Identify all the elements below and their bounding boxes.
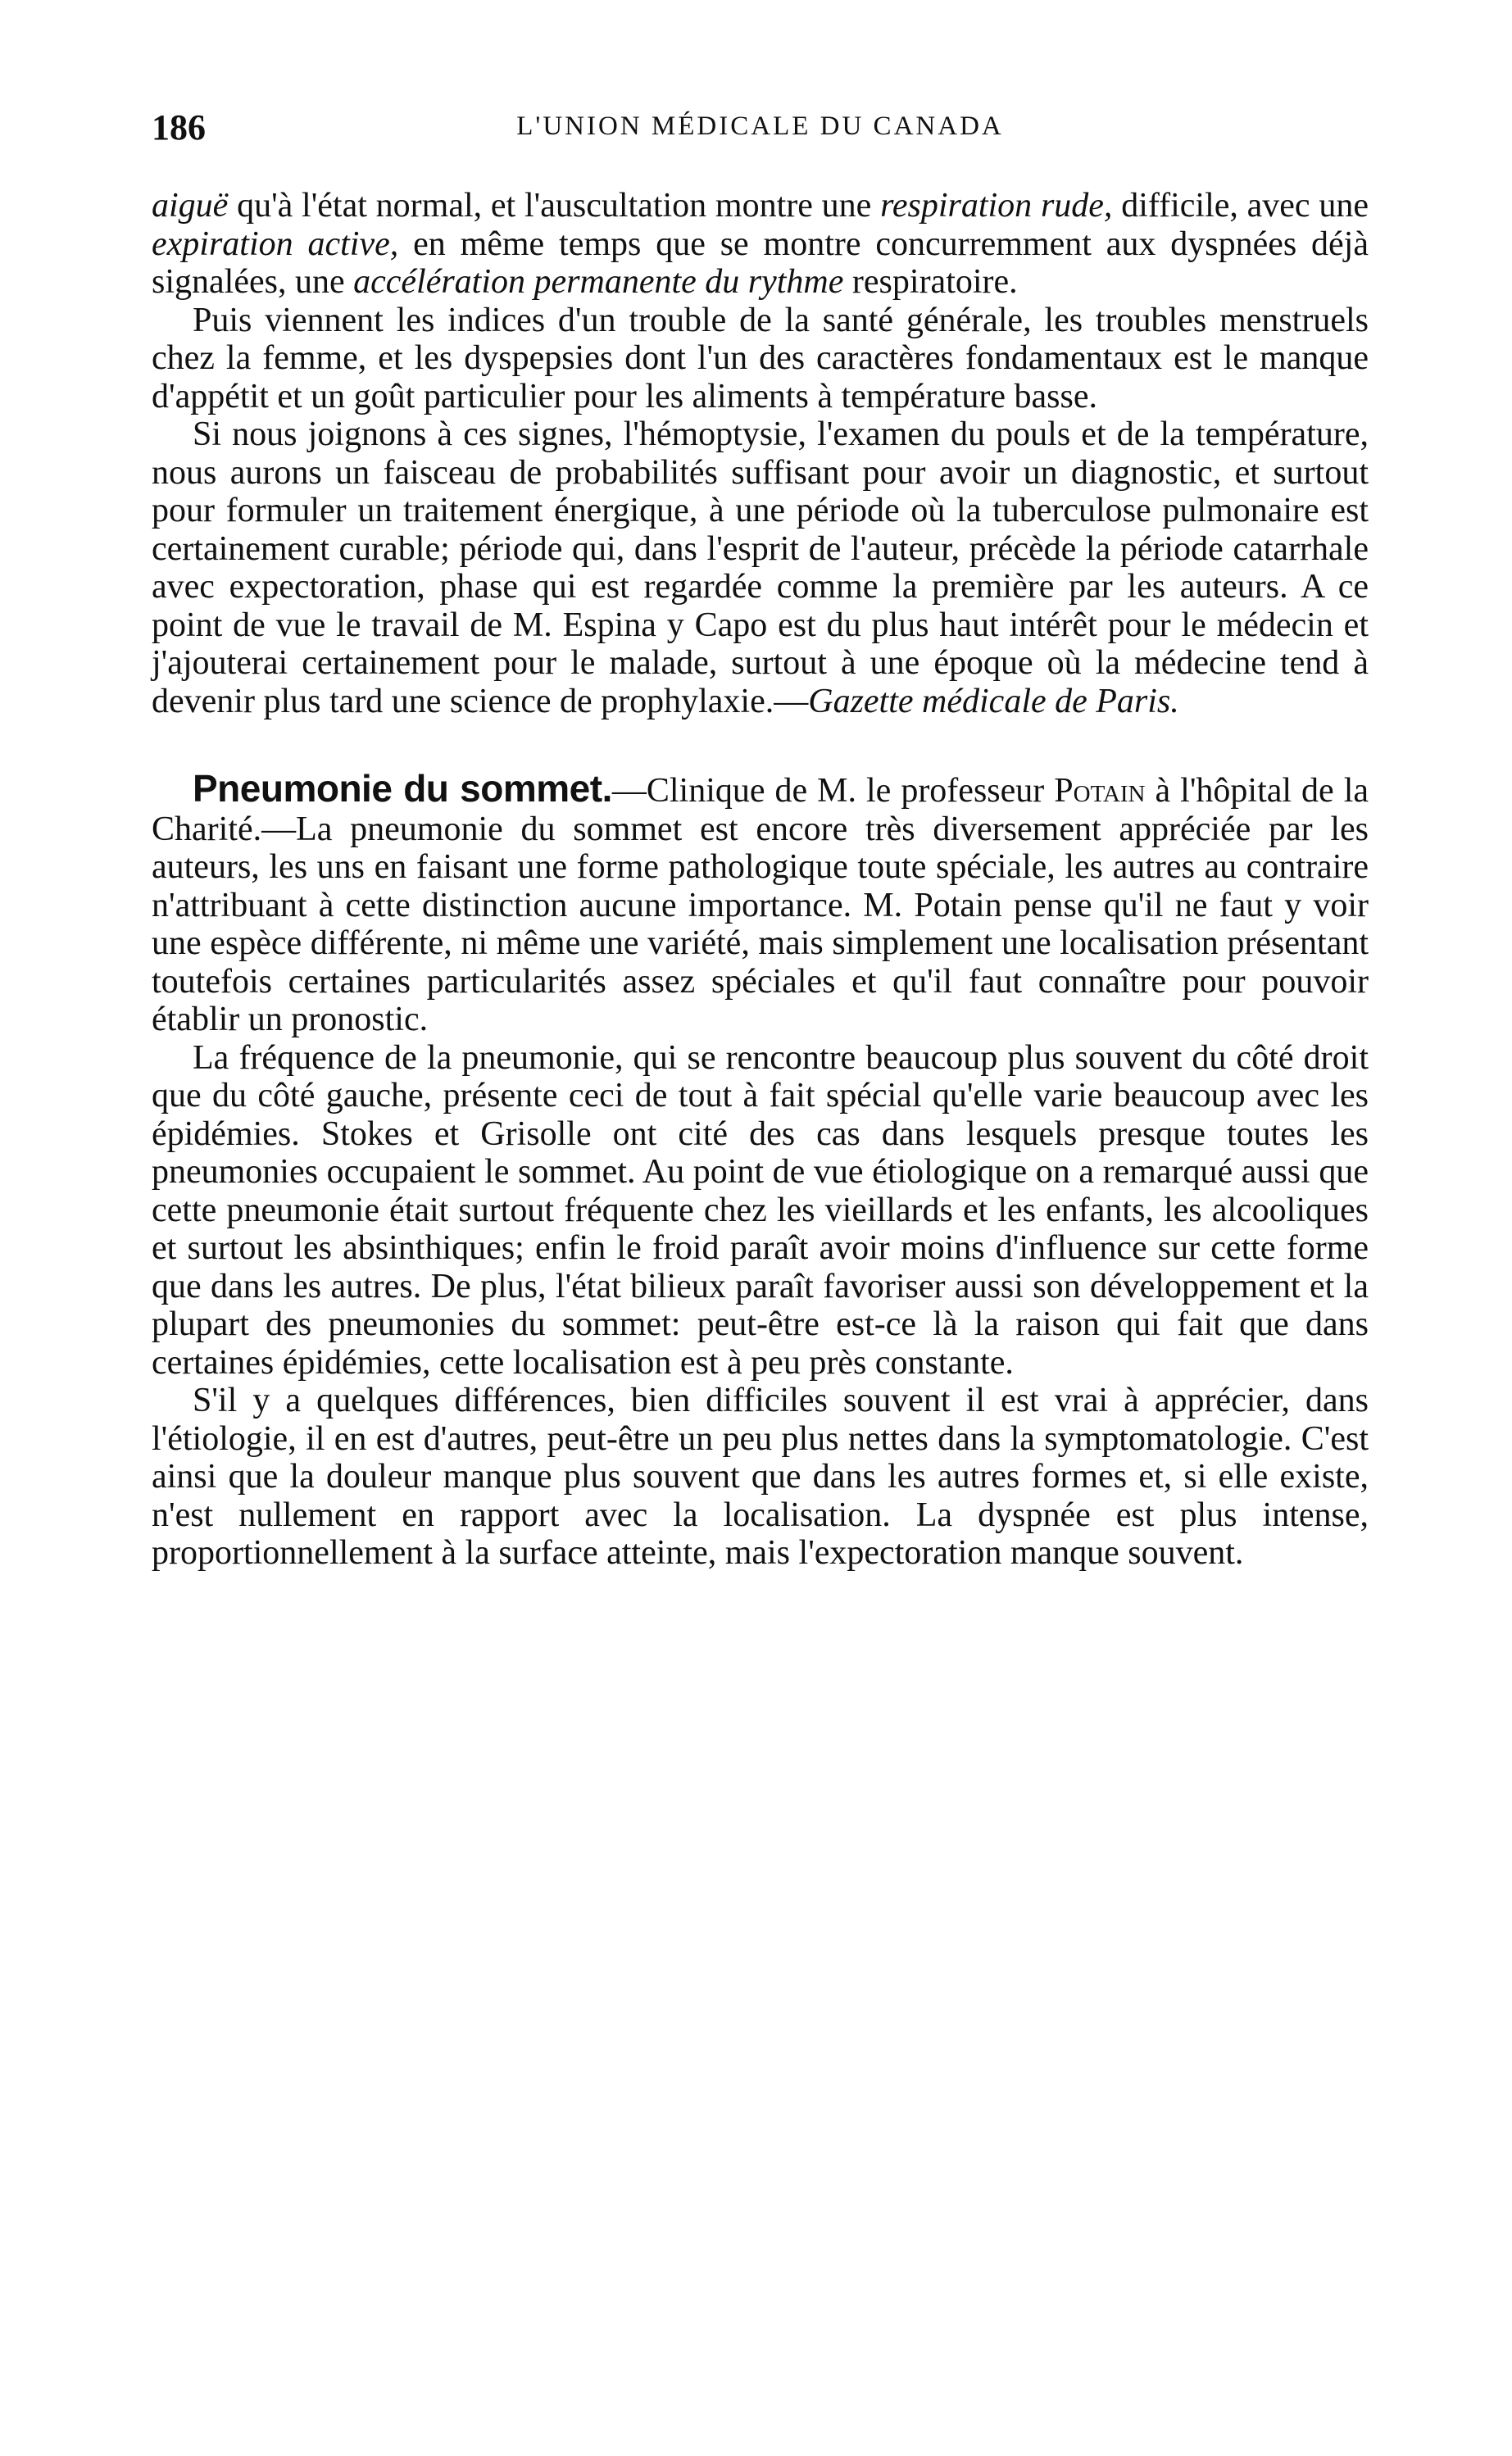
journal-page bbox=[152, 107, 1369, 1573]
paragraph-continued bbox=[152, 187, 1369, 302]
text-run: en même temps que se montre concurremment aux dyspnées déjà signalées, une bbox=[152, 225, 1369, 301]
section-title: Pneumonie du sommet. bbox=[193, 767, 612, 810]
section-gap bbox=[152, 720, 1369, 769]
paragraph: S'il y a quelques différences, bien difficiles souvent il est vrai à apprécier, dans l'étiologie, il en est d'autres, peut-être un peu plus nettes dans la symptomatologie. C'est ainsi que la douleur manque plus souvent que dans les autres formes et, si elle existe, n'est nullement en rapport avec la localisation. La dyspnée est plus intense, proportionnellement à la surface atteinte, mais l'expectoration manque souvent. bbox=[152, 1382, 1369, 1572]
text-run: Si nous joignons à ces signes, l'hémoptysie, l'examen du pouls et de la température, nous aurons un faisceau de probabilités suffisant pour avoir un diagnostic, et surtout pour formuler un traitement énergique, à une période où la tuberculose pulmonaire est certainement curable; période qui, dans l'esprit de l'auteur, précède la période catarrhale avec expectoration, phase qui est regardée comme la première par les auteurs. A ce point de vue le travail de M. Espina y Capo est du plus haut intérêt pour le médecin et j'ajouterai certainement pour le malade, surtout à une époque où la médecine tend à devenir plus tard une science de prophylaxie.— bbox=[152, 415, 1369, 720]
text-run: qu'à l'état normal, et l'auscultation montre une bbox=[228, 187, 881, 225]
italic-term: expiration active, bbox=[152, 225, 399, 263]
page-number: 186 bbox=[152, 107, 206, 148]
running-head bbox=[152, 107, 1369, 156]
paragraph bbox=[152, 769, 1369, 1039]
body-text bbox=[152, 187, 1369, 1573]
italic-term: aiguë bbox=[152, 187, 229, 225]
journal-title: L'UNION MÉDICALE DU CANADA bbox=[516, 111, 1004, 141]
text-run: difficile, avec une bbox=[1112, 187, 1369, 225]
paragraph: Puis viennent les indices d'un trouble de la santé générale, les troubles menstruels chez la femme, et les dyspepsies dont l'un des caractères fondamentaux est le manque d'appétit et un goût particulier pour les aliments à température basse. bbox=[152, 301, 1369, 415]
paragraph: La fréquence de la pneumonie, qui se rencontre beaucoup plus souvent du côté droit que du côté gauche, présente ceci de tout à fait spécial qu'elle varie beaucoup avec les épidémies. Stokes et Grisolle ont cité des cas dans lesquels presque toutes les pneumonies occupaient le sommet. Au point de vue étiologique on a remarqué aussi que cette pneumonie était surtout fréquente chez les vieillards et les enfants, les alcooliques et surtout les absinthiques; enfin le froid paraît avoir moins d'influence sur cette forme que dans les autres. De plus, l'état bilieux paraît favoriser aussi son développement et la plupart des pneumonies du sommet: peut-être est-ce là la raison qui fait que dans certaines épidémies, cette localisation est à peu près constante. bbox=[152, 1038, 1369, 1382]
text-run: respiratoire. bbox=[843, 263, 1018, 301]
source-citation: Gazette médicale de Paris. bbox=[808, 682, 1179, 720]
paragraph bbox=[152, 415, 1369, 720]
text-run: —Clinique de M. le professeur bbox=[611, 772, 1055, 810]
italic-term: respiration rude, bbox=[880, 187, 1113, 225]
text-run: à l'hôpital de la Charité.—La pneumonie du sommet est encore très diversement appréciée par les auteurs, les uns en faisant une forme pathologique toute spéciale, les autres au contraire n'attribuant à cette distinction aucune importance. M. Potain pense qu'il ne faut y voir une espèce différente, ni même une variété, mais simplement une localisation présentant toutefois certaines particularités assez spéciales et qu'il faut connaître pour pouvoir établir un pronostic. bbox=[152, 772, 1369, 1038]
professor-name: Potain bbox=[1054, 772, 1146, 810]
italic-term: accélération permanente du rythme bbox=[353, 263, 844, 301]
